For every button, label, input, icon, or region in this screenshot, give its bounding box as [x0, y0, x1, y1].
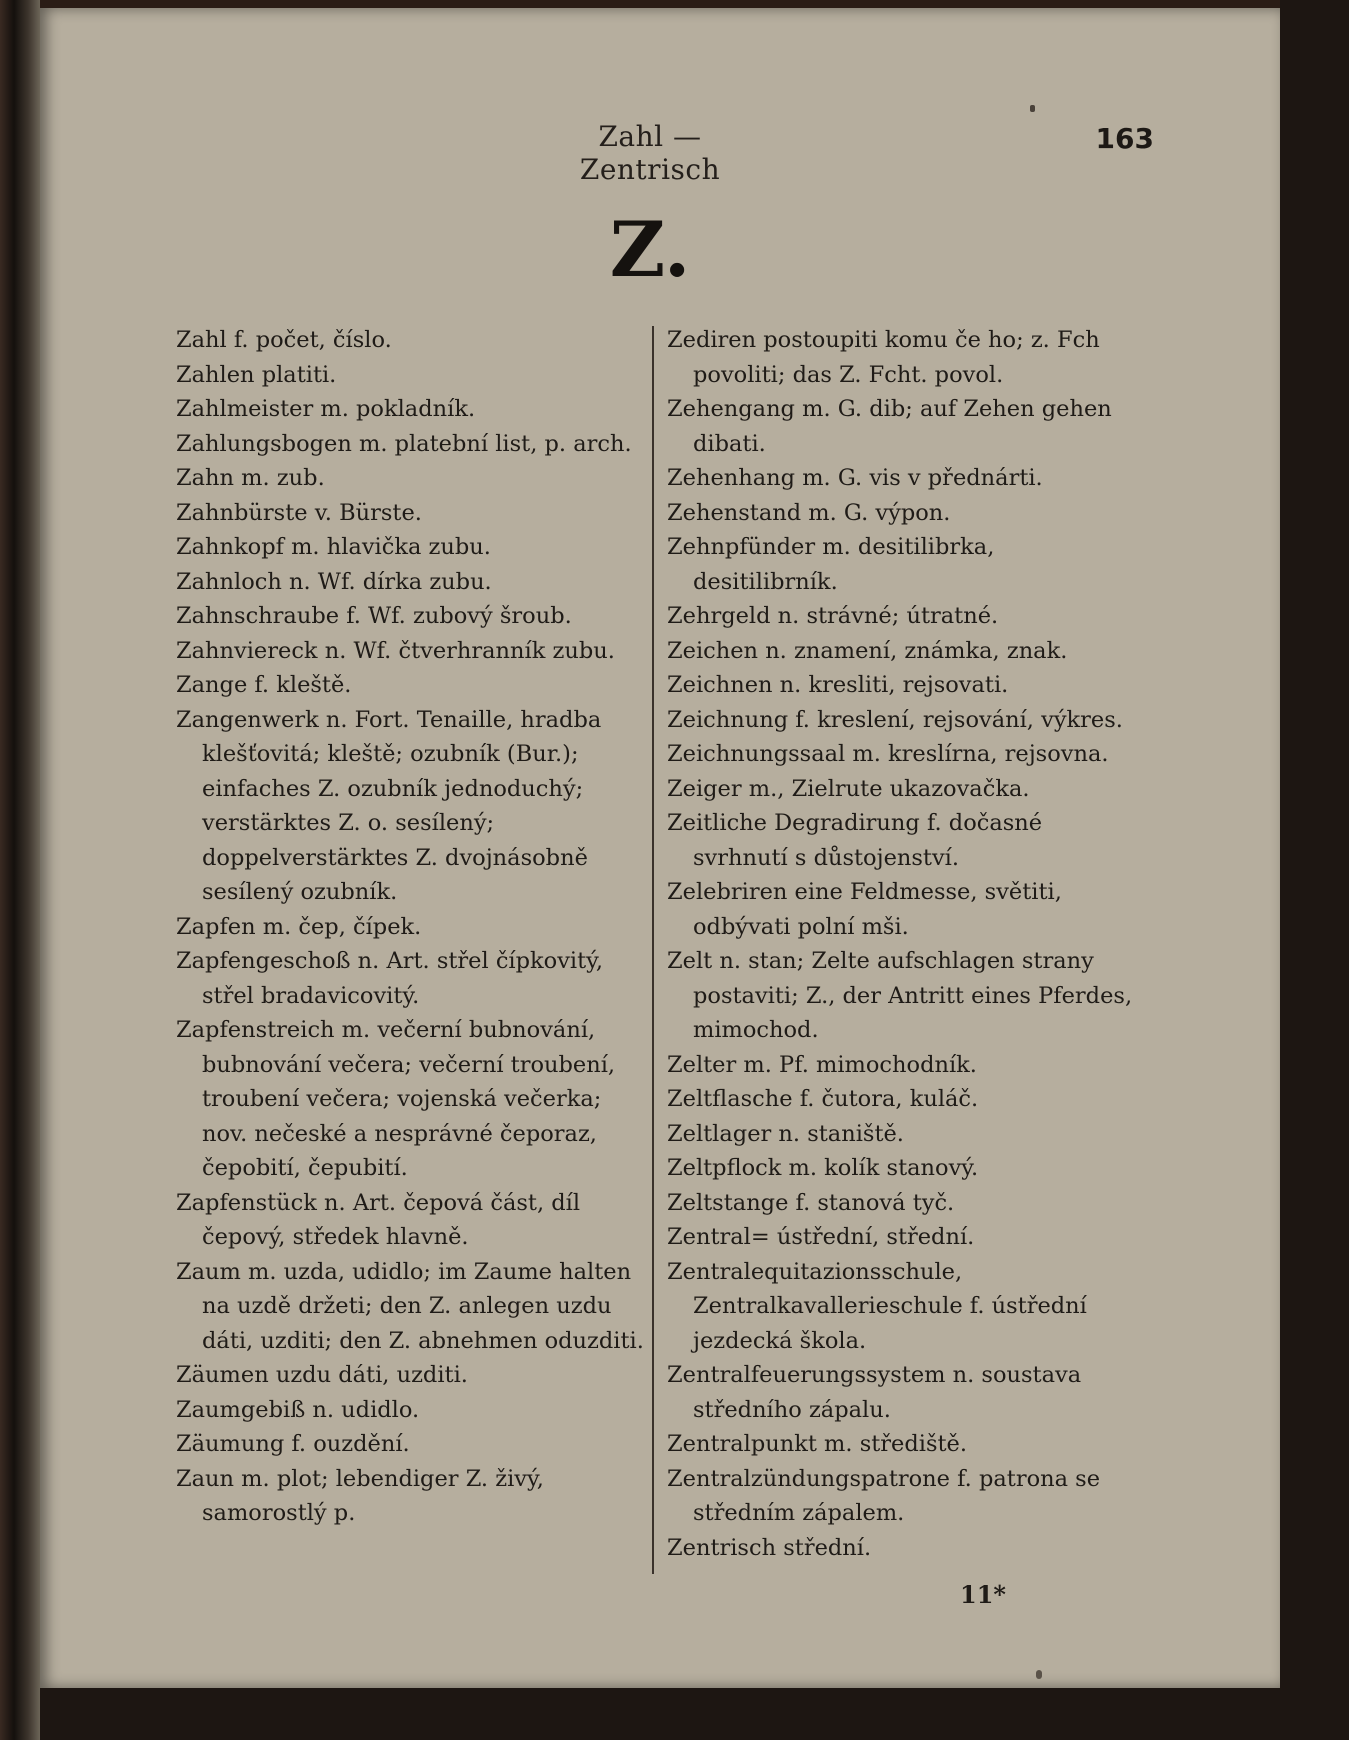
dictionary-entry: Zentralpunkt m. střediště. — [667, 1431, 968, 1457]
dictionary-entry: Zehenstand m. G. výpon. — [667, 499, 951, 526]
dictionary-entry: Zeichnung f. kreslení, rejsování, výkres. — [667, 706, 1123, 733]
dictionary-entry: Zentrisch střední. — [667, 1534, 872, 1561]
dictionary-entry: Zelebriren eine Feldmesse, světiti, odbývati polní mši. — [667, 879, 1062, 940]
section-letter: Z. — [609, 205, 691, 294]
print-speck — [1036, 1670, 1042, 1679]
page-edge-right — [1280, 0, 1349, 1740]
dictionary-entry: Zeltpflock m. kolík stanový. — [667, 1155, 979, 1181]
dictionary-entry: Zahnviereck n. Wf. čtverhranník zubu. — [176, 637, 615, 664]
dictionary-entry: Zeitliche Degradirung f. dočasné svrhnutí s důstojenství. — [667, 810, 1043, 871]
dictionary-entry: Zahnkopf m. hlavička zubu. — [176, 534, 491, 560]
page-number: 163 — [1095, 122, 1154, 155]
dictionary-entry: Zelt n. stan; Zelte aufschlagen strany postaviti; Z., der Antritt eines Pferdes, mimochod. — [667, 948, 1133, 1043]
dictionary-entry: Zentralzündungspatrone f. patrona se středním zápalem. — [667, 1465, 1101, 1526]
dictionary-entry: Zeltlager n. staniště. — [667, 1120, 904, 1147]
print-speck — [1030, 105, 1035, 112]
dictionary-entry: Zaum m. uzda, udidlo; im Zaume halten na uzdě držeti; den Z. anlegen uzdu dáti, uzditi; den Z. abnehmen oduzditi. — [176, 1258, 644, 1354]
dictionary-entry: Zediren postoupiti komu če ho; z. Fch povoliti; das Z. Fcht. povol. — [667, 327, 1100, 388]
dictionary-entry: Zahnloch n. Wf. dírka zubu. — [176, 568, 492, 595]
left-column — [176, 323, 644, 1531]
running-head: Zahl — Zentrisch — [579, 120, 721, 186]
dictionary-entry: Zaumgebiß n. udidlo. — [176, 1396, 420, 1423]
signature-mark: 11* — [960, 1580, 1006, 1609]
dictionary-entry: Zaun m. plot; lebendiger Z. živý, samorostlý p. — [176, 1465, 544, 1526]
dictionary-entry: Zehrgeld n. strávné; útratné. — [667, 603, 999, 629]
page-edge-bottom — [40, 1688, 1280, 1740]
dictionary-entry: Zeltflasche f. čutora, kuláč. — [667, 1086, 979, 1112]
dictionary-entry: Zangenwerk n. Fort. Tenaille, hradba klešťovitá; kleště; ozubník (Bur.); einfaches Z. ozubník jednoduchý; verstärktes Z. o. sesílený; doppelverstärktes Z. dvojnásobně sesílený ozubník. — [176, 706, 602, 905]
dictionary-entry: Zentralfeuerungssystem n. soustava středního zápalu. — [667, 1362, 1082, 1423]
dictionary-entry: Zehenhang m. G. vis v přednárti. — [667, 465, 1043, 491]
right-column — [667, 323, 1141, 1565]
dictionary-entry: Zeichnungssaal m. kreslírna, rejsovna. — [667, 741, 1109, 767]
dictionary-entry: Zange f. kleště. — [176, 672, 352, 698]
dictionary-entry: Zelter m. Pf. mimochodník. — [667, 1051, 977, 1078]
dictionary-entry: Zehengang m. G. dib; auf Zehen gehen dibati. — [667, 396, 1112, 457]
dictionary-entry: Zahlmeister m. pokladník. — [176, 396, 476, 422]
dictionary-entry: Zentral= ústřední, střední. — [667, 1224, 975, 1250]
dictionary-entry: Zeichnen n. kresliti, rejsovati. — [667, 672, 1009, 698]
dictionary-entry: Zapfenstück n. Art. čepová část, díl čepový, středek hlavně. — [176, 1189, 581, 1250]
dictionary-entry: Zahnbürste v. Bürste. — [176, 499, 422, 526]
dictionary-entry: Zapfenstreich m. večerní bubnování, bubnování večera; večerní troubení, troubení večera; vojenská večerka; nov. nečeské a nesprávné čeporaz, čepobití, čepubití. — [176, 1017, 616, 1181]
dictionary-entry: Zapfen m. čep, čípek. — [176, 913, 422, 940]
dictionary-entry: Zehnpfünder m. desitilibrka, desitilibrník. — [667, 534, 995, 595]
dictionary-entry: Zahlen platiti. — [176, 361, 337, 388]
dictionary-entry: Zahl f. počet, číslo. — [176, 327, 392, 353]
dictionary-entry: Zäumen uzdu dáti, uzditi. — [176, 1362, 468, 1388]
book-binding — [0, 0, 40, 1740]
dictionary-entry: Zahnschraube f. Wf. zubový šroub. — [176, 603, 572, 629]
dictionary-entry: Zäumung f. ouzdění. — [176, 1431, 410, 1457]
dictionary-entry: Zeltstange f. stanová tyč. — [667, 1189, 955, 1216]
dictionary-entry: Zapfengeschoß n. Art. střel čípkovitý, střel bradavicovitý. — [176, 948, 604, 1009]
dictionary-entry: Zahlungsbogen m. platební list, p. arch. — [176, 430, 632, 457]
column-divider — [652, 326, 654, 1574]
dictionary-entry: Zeichen n. znamení, známka, znak. — [667, 637, 1068, 664]
dictionary-entry: Zentralequitazionsschule, Zentralkavallerieschule f. ústřední jezdecká škola. — [667, 1258, 1087, 1354]
dictionary-entry: Zahn m. zub. — [176, 465, 325, 491]
dictionary-entry: Zeiger m., Zielrute ukazovačka. — [667, 775, 1030, 802]
